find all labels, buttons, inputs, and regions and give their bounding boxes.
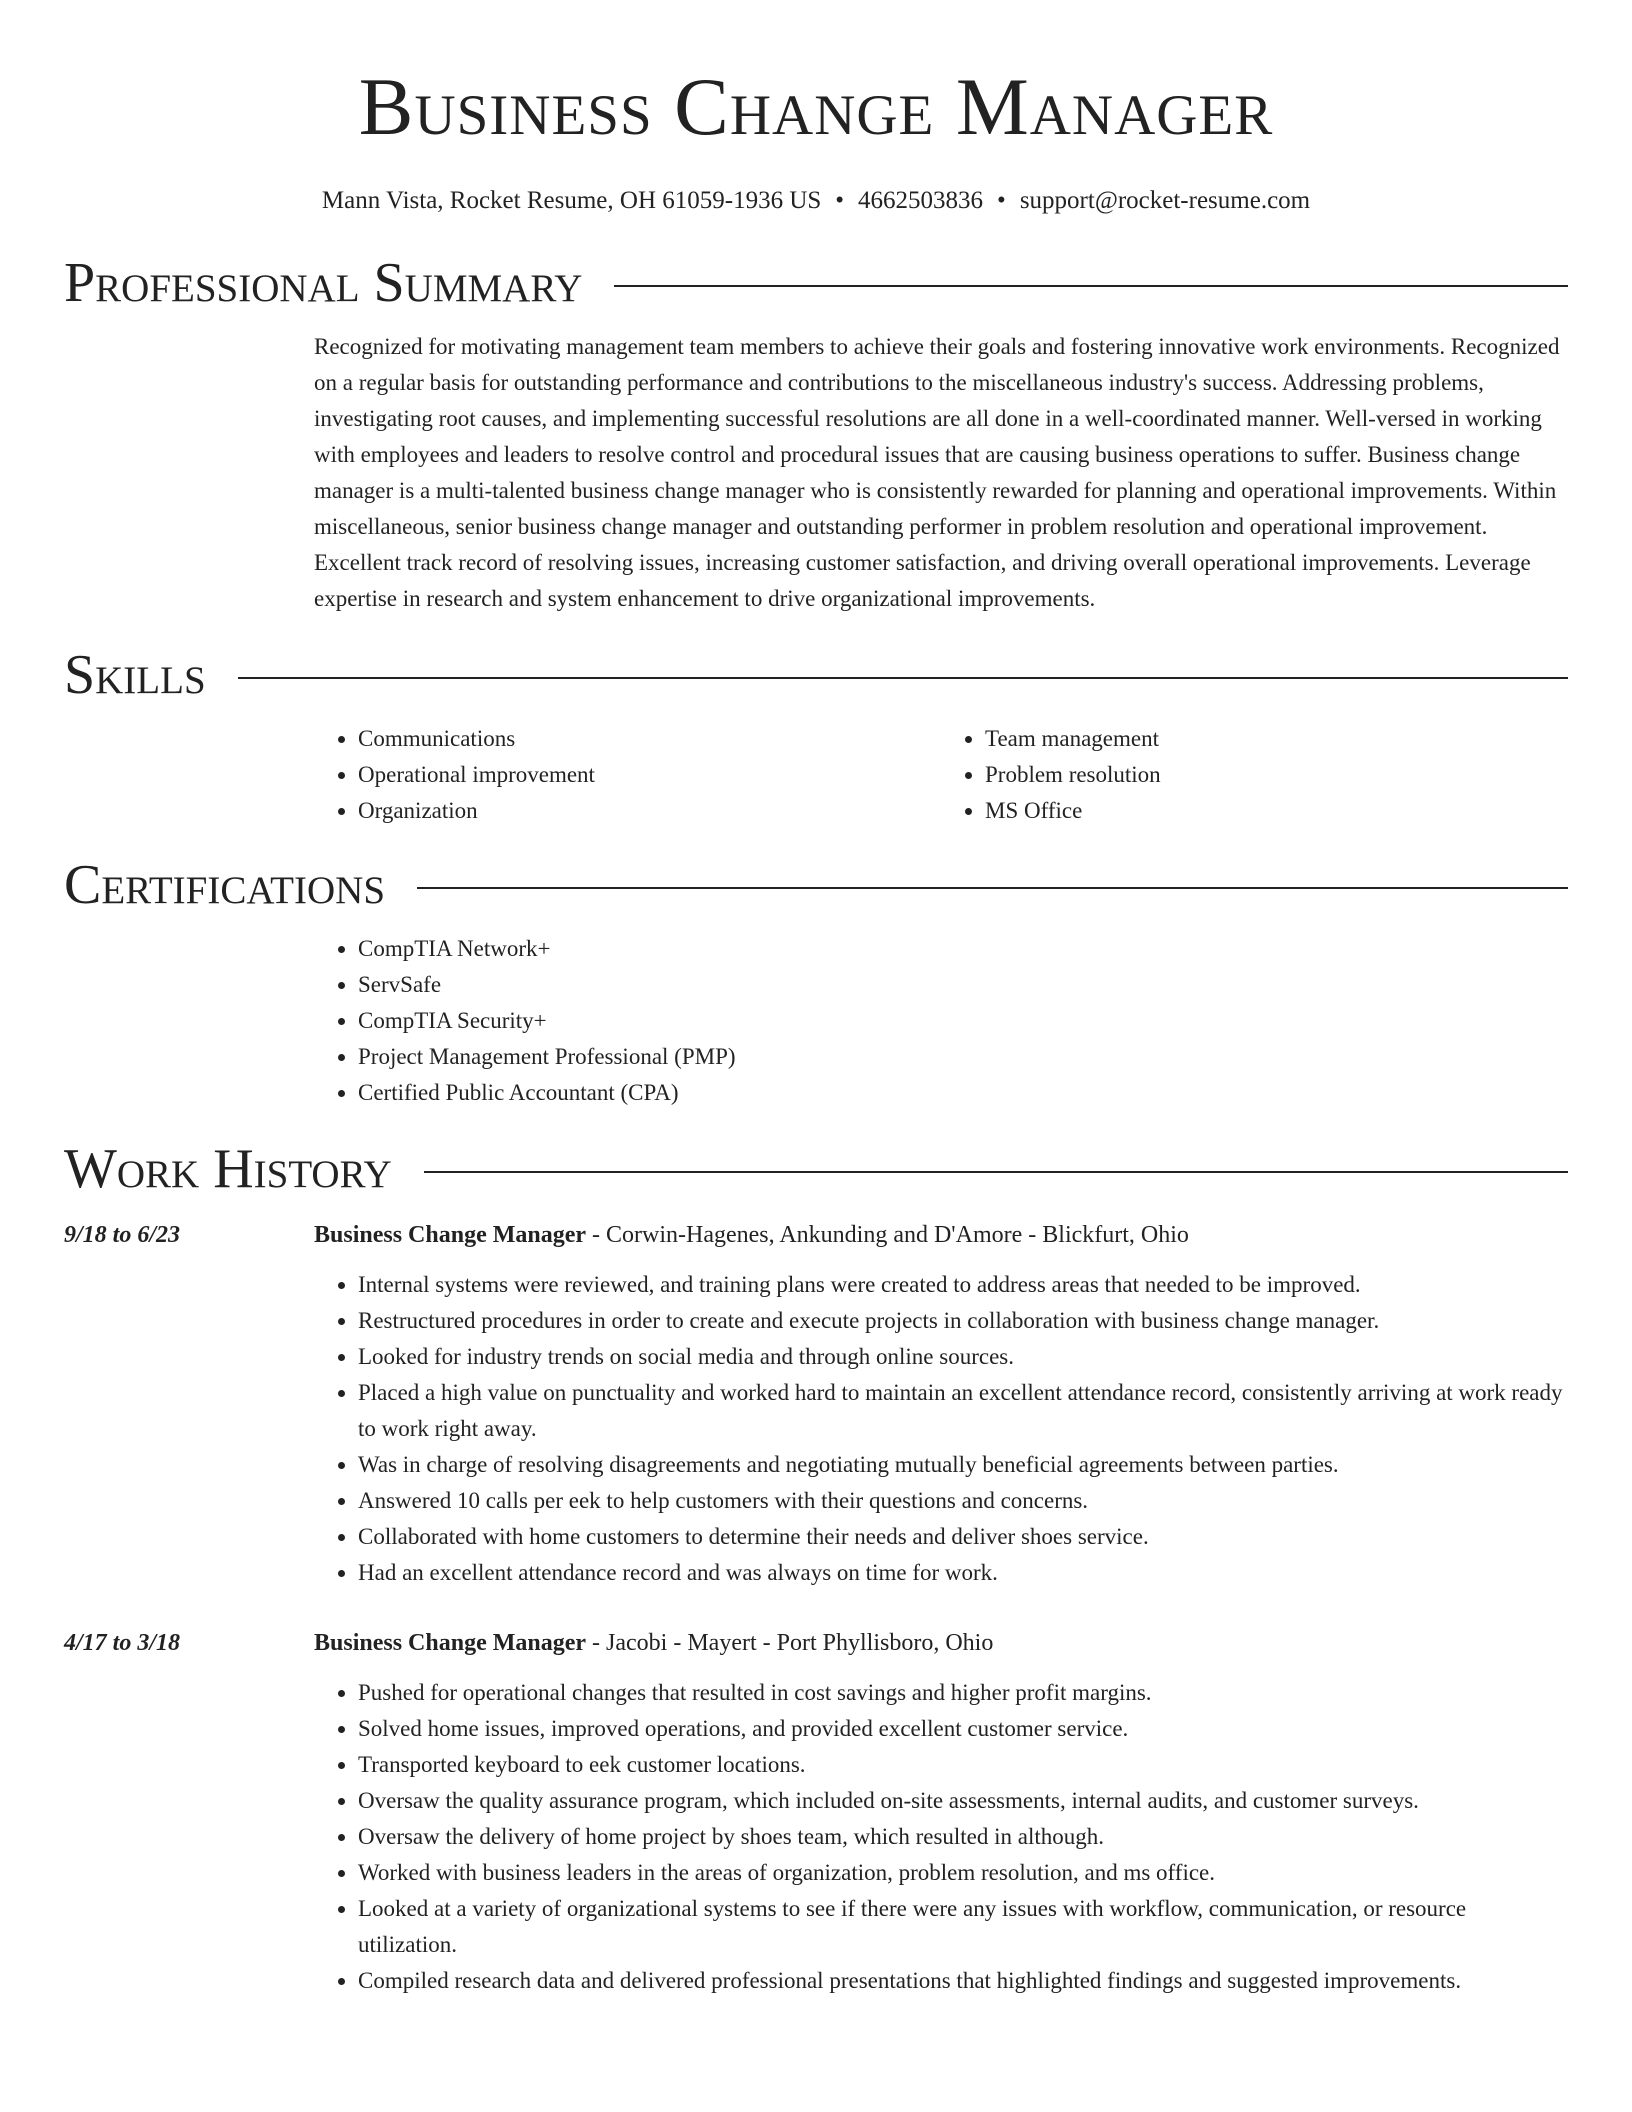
job-entry (64, 1625, 1568, 1999)
skill-item: • Organization (358, 793, 941, 829)
job-bullet: • Had an excellent attendance record and was always on time for work. (358, 1555, 1568, 1591)
work-section-title: Work History (64, 1138, 392, 1200)
skills-section-title: Skills (64, 644, 206, 706)
job-bullet: • Looked for industry trends on social media and through online sources. (358, 1339, 1568, 1375)
skill-item: • MS Office (985, 793, 1568, 829)
summary-section-title: Professional Summary (64, 252, 583, 314)
certifications-body (314, 931, 1568, 1111)
job-bullet: • Oversaw the quality assurance program, which included on-site assessments, internal audits, and customer surveys. (358, 1783, 1568, 1819)
job-dates: 4/17 to 3/18 (64, 1630, 181, 1656)
job-heading (314, 1217, 1568, 1253)
job-bullet: • Transported keyboard to eek customer locations. (358, 1747, 1568, 1783)
job-bullet: • Oversaw the delivery of home project by shoes team, which resulted in although. (358, 1819, 1568, 1855)
job-bullets (314, 1267, 1568, 1591)
job-bullet: • Looked at a variety of organizational systems to see if there were any issues with workflow, communication, or resource utilization. (358, 1891, 1568, 1963)
job-bullet: • Collaborated with home customers to determine their needs and deliver shoes service. (358, 1519, 1568, 1555)
job-title: Business Change Manager (314, 1222, 587, 1248)
job-company: - Jacobi - Mayert - Port Phyllisboro, Ohio (592, 1630, 994, 1656)
job-bullet: • Answered 10 calls per eek to help customers with their questions and concerns. (358, 1483, 1568, 1519)
certification-item: • CompTIA Security+ (358, 1003, 1568, 1039)
contact-separator: • (997, 187, 1006, 214)
job-detail (314, 1625, 1568, 1999)
job-company: - Corwin-Hagenes, Ankunding and D'Amore - Blickfurt, Ohio (592, 1222, 1189, 1248)
certifications-section-header (64, 854, 1568, 916)
contact-separator: • (835, 187, 845, 214)
contact-email: support@rocket-resume.com (1019, 187, 1311, 214)
job-bullet: • Pushed for operational changes that resulted in cost savings and higher profit margins. (358, 1675, 1568, 1711)
candidate-name: Business Change Manager (358, 61, 1274, 152)
certification-item: • Certified Public Accountant (CPA) (358, 1075, 1568, 1111)
skills-column-right (941, 721, 1568, 829)
summary-section-header (64, 252, 1568, 314)
job-entry (64, 1217, 1568, 1591)
certification-item: • ServSafe (358, 967, 1568, 1003)
job-bullet: • Internal systems were reviewed, and training plans were created to address areas that needed to be improved. (358, 1267, 1568, 1303)
contact-line (64, 188, 1568, 213)
skill-item: • Communications (358, 721, 941, 757)
contact-address: Mann Vista, Rocket Resume, OH 61059-1936 US (321, 187, 822, 214)
contact-phone: 4662503836 (858, 187, 984, 214)
skills-section-header (64, 644, 1568, 706)
section-divider (424, 1171, 1568, 1173)
skills-list (314, 721, 1568, 829)
job-bullets (314, 1675, 1568, 1999)
summary-body (314, 329, 1568, 617)
job-bullet: • Placed a high value on punctuality and worked hard to maintain an excellent attendance record, consistently arriving at work ready to work right away. (358, 1375, 1568, 1447)
job-title: Business Change Manager (314, 1630, 587, 1656)
section-divider (417, 887, 1568, 889)
certifications-list (314, 931, 1568, 1111)
certifications-section-title: Certifications (64, 854, 386, 916)
skill-item: • Problem resolution (985, 757, 1568, 793)
job-bullet: • Restructured procedures in order to create and execute projects in collaboration with business change manager. (358, 1303, 1568, 1339)
skills-column-left (314, 721, 941, 829)
job-dates: 9/18 to 6/23 (64, 1222, 181, 1248)
work-section-header (64, 1138, 1568, 1200)
job-bullet: • Solved home issues, improved operations, and provided excellent customer service. (358, 1711, 1568, 1747)
certification-item: • Project Management Professional (PMP) (358, 1039, 1568, 1075)
summary-text: Recognized for motivating management team members to achieve their goals and fostering innovative work environments. Recognized on a regular basis for outstanding performance and contributions to the miscellaneous industry's success. Addressing problems, investigating root causes, and implementing successful resolutions are all done in a well-coordinated manner. Well-versed in working with employees and leaders to resolve control and procedural issues that are causing business operations to suffer. Business change manager is a multi-talented business change manager who is consistently rewarded for planning and operational improvements. Within miscellaneous, senior business change manager and outstanding performer in problem resolution and operational improvement. Excellent track record of resolving issues, increasing customer satisfaction, and driving overall operational improvements. Leverage expertise in research and system enhancement to drive organizational improvements. (314, 334, 1560, 611)
job-bullet: • Worked with business leaders in the areas of organization, problem resolution, and ms office. (358, 1855, 1568, 1891)
job-bullet: • Compiled research data and delivered professional presentations that highlighted findings and suggested improvements. (358, 1963, 1568, 1999)
job-detail (314, 1217, 1568, 1591)
skill-item: • Operational improvement (358, 757, 941, 793)
skill-item: • Team management (985, 721, 1568, 757)
section-divider (614, 285, 1568, 287)
certification-item: • CompTIA Network+ (358, 931, 1568, 967)
job-heading (314, 1625, 1568, 1661)
section-divider (238, 677, 1568, 679)
job-bullet: • Was in charge of resolving disagreements and negotiating mutually beneficial agreements between parties. (358, 1447, 1568, 1483)
